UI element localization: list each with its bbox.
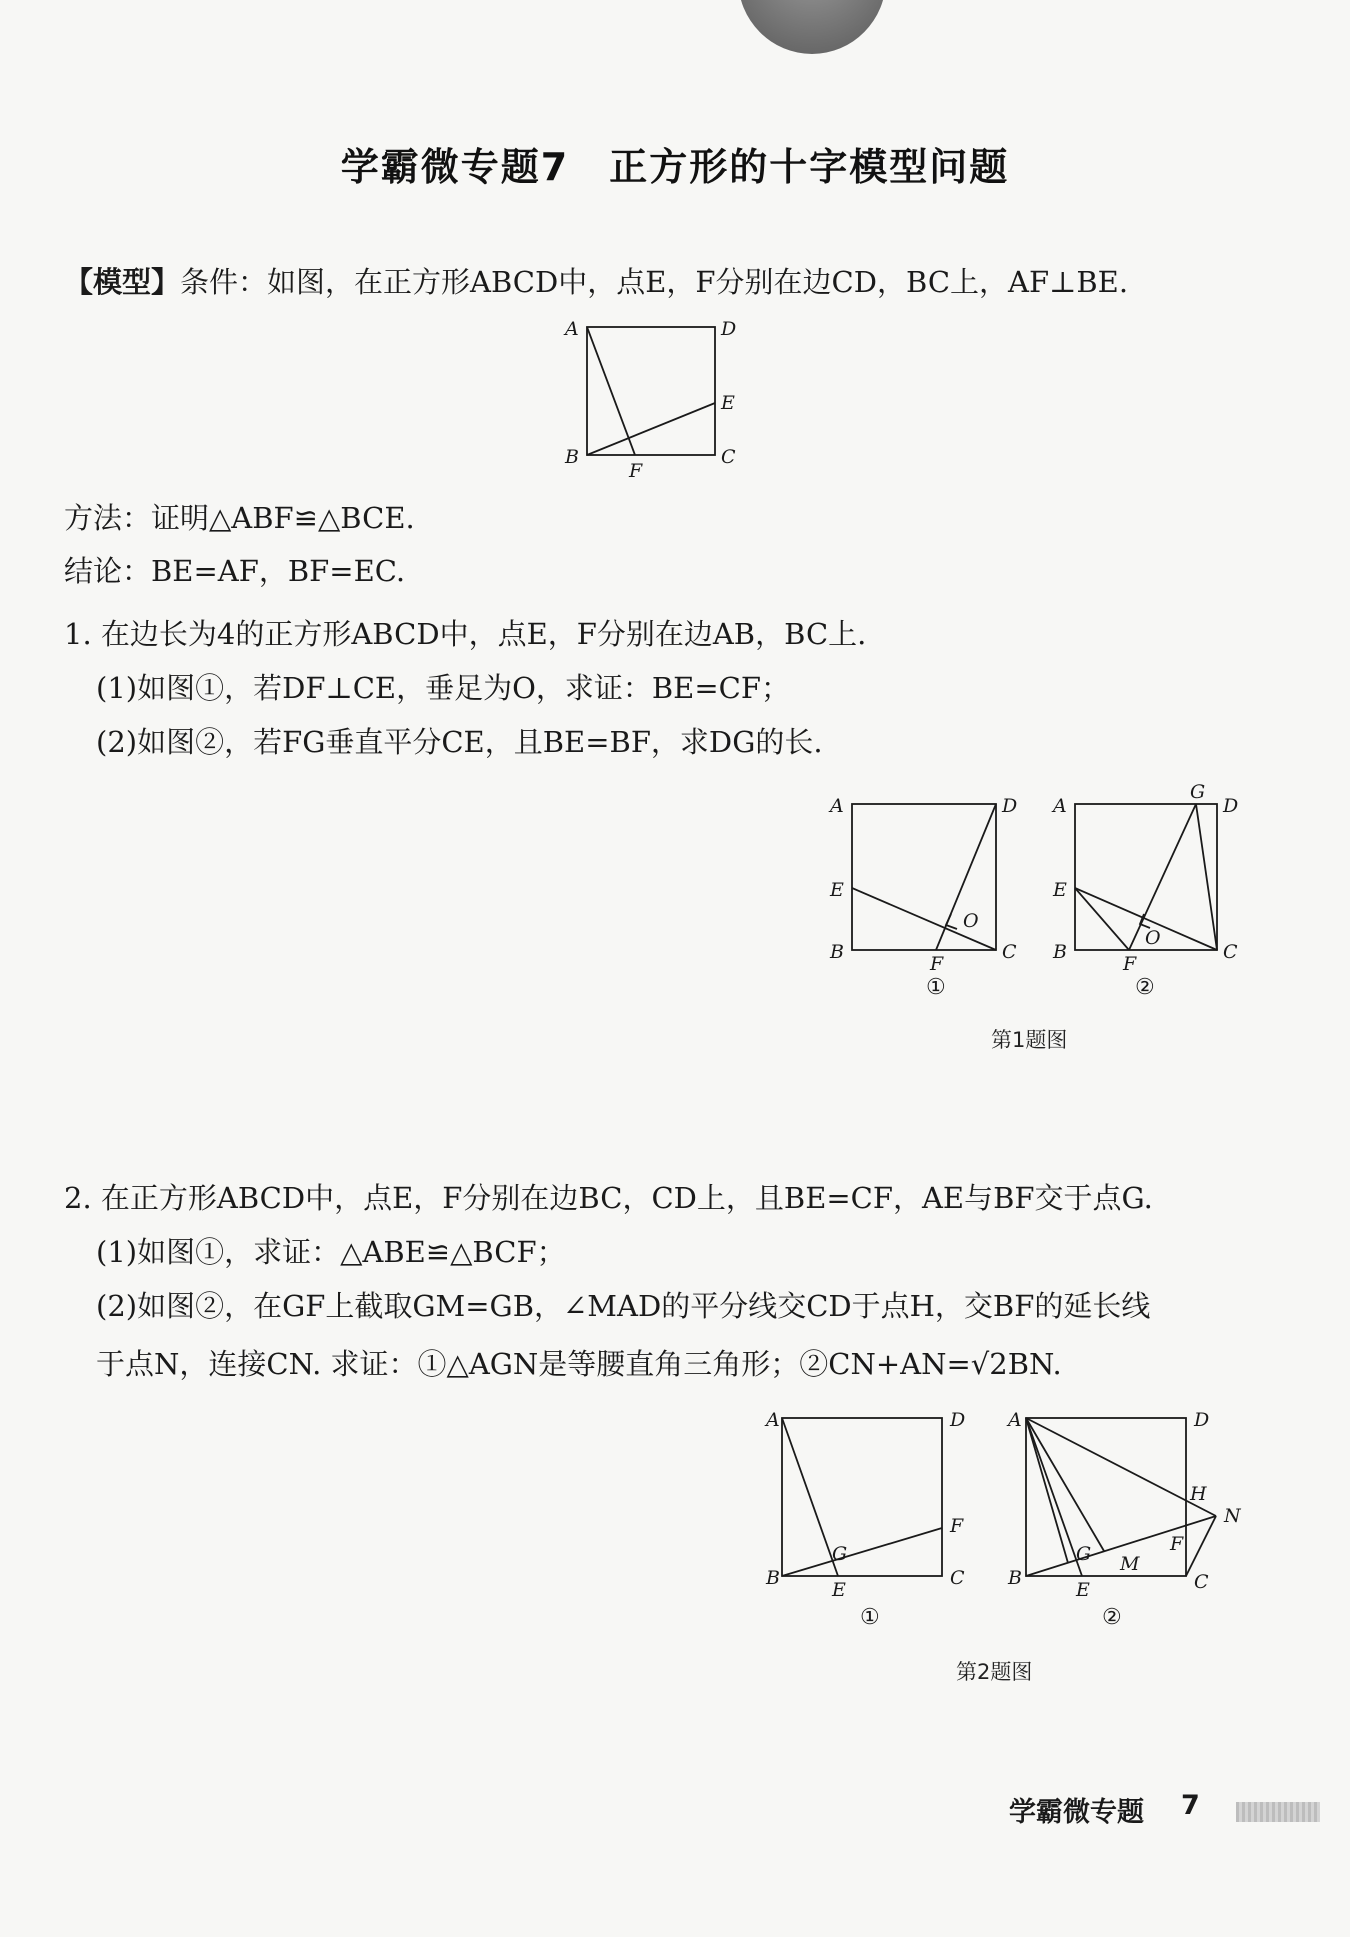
problem1-part1: (1)如图①，若DF⊥CE，垂足为O，求证：BE=CF；	[96, 671, 790, 705]
problem2-figure1	[760, 1400, 980, 1640]
p2f2-label-h: H	[1190, 1483, 1207, 1505]
p1f1-label-e: E	[830, 879, 844, 901]
model-label-d: D	[721, 318, 737, 340]
model-label: 【模型】	[64, 265, 181, 299]
p2f2-label-d: D	[1194, 1409, 1210, 1431]
problem1-stem: 1. 在边长为4的正方形ABCD中，点E，F分别在边AB，BC上.	[64, 617, 867, 651]
model-conclusion: 结论：BE=AF，BF=EC.	[64, 554, 406, 588]
model-condition: 条件：如图，在正方形ABCD中，点E，F分别在边CD，BC上，AF⊥BE.	[180, 265, 1129, 299]
model-label-f: F	[629, 460, 643, 482]
problem2-figure2	[1002, 1400, 1262, 1640]
problem2-part1: (1)如图①，求证：△ABE≌△BCF；	[96, 1235, 566, 1269]
page-number: 7	[1181, 1790, 1200, 1821]
p2f1-label-c: C	[950, 1567, 965, 1589]
p1f2-label-b: B	[1053, 941, 1067, 963]
p1f1-label-o: O	[963, 910, 979, 932]
p2f2-label-n: N	[1224, 1505, 1241, 1527]
p2f1-label-g: G	[832, 1543, 848, 1565]
problem2-caption: 第2题图	[956, 1660, 1033, 1684]
p1f1-label-b: B	[830, 941, 844, 963]
problem2-stem: 2. 在正方形ABCD中，点E，F分别在边BC，CD上，且BE=CF，AE与BF交于点G.	[64, 1181, 1153, 1215]
p2f1-label-e: E	[832, 1579, 846, 1601]
page-title: 学霸微专题7 正方形的十字模型问题	[340, 145, 1010, 189]
model-label-c: C	[721, 446, 736, 468]
p1f2-label-f: F	[1123, 953, 1137, 975]
p2f1-label-b: B	[766, 1567, 780, 1589]
p1f2-label-a: A	[1053, 795, 1067, 817]
p2f1-label-a: A	[766, 1409, 780, 1431]
problem1-figure1	[820, 786, 1030, 1006]
page-tab-decoration	[738, 0, 886, 54]
model-method: 方法：证明△ABF≌△BCE.	[64, 501, 415, 535]
problem1-caption: 第1题图	[991, 1028, 1068, 1052]
p2f2-label-g: G	[1076, 1543, 1092, 1565]
p1f1-label-d: D	[1002, 795, 1018, 817]
p1f1-label-f: F	[930, 953, 944, 975]
p2f1-label-d: D	[950, 1409, 966, 1431]
p1f1-marker: ①	[926, 975, 946, 1000]
footer-label: 学霸微专题	[1009, 1797, 1144, 1828]
p2f2-label-m: M	[1120, 1553, 1140, 1575]
p1f2-label-c: C	[1223, 941, 1238, 963]
p2f1-marker: ①	[860, 1605, 880, 1630]
p2f1-label-f: F	[950, 1515, 964, 1537]
model-figure	[560, 315, 740, 485]
p2f2-label-f: F	[1170, 1533, 1184, 1555]
p1f2-label-g: G	[1190, 781, 1206, 803]
problem1-part2: (2)如图②，若FG垂直平分CE，且BE=BF，求DG的长.	[96, 725, 823, 759]
p2f2-marker: ②	[1102, 1605, 1122, 1630]
p2f2-label-e: E	[1076, 1579, 1090, 1601]
p1f1-label-a: A	[830, 795, 844, 817]
model-label-b: B	[565, 446, 579, 468]
p1f2-label-o: O	[1145, 927, 1161, 949]
problem2-part2-line2: 于点N，连接CN. 求证：①△AGN是等腰直角三角形；②CN+AN=√2BN.	[96, 1347, 1062, 1381]
model-condition-line	[64, 262, 1128, 302]
p2f2-label-a: A	[1008, 1409, 1022, 1431]
problem2-part2-line1: (2)如图②，在GF上截取GM=GB，∠MAD的平分线交CD于点H，交BF的延长线	[96, 1289, 1151, 1323]
problem1-figure2	[1043, 781, 1253, 1006]
p1f2-label-e: E	[1053, 879, 1067, 901]
p2f2-label-b: B	[1008, 1567, 1022, 1589]
model-label-e: E	[721, 392, 735, 414]
p1f1-label-c: C	[1002, 941, 1017, 963]
p2f2-label-c: C	[1194, 1571, 1209, 1593]
p1f2-marker: ②	[1135, 975, 1155, 1000]
model-label-a: A	[565, 318, 579, 340]
p1f2-label-d: D	[1223, 795, 1239, 817]
footer-decoration-bar	[1236, 1802, 1320, 1822]
